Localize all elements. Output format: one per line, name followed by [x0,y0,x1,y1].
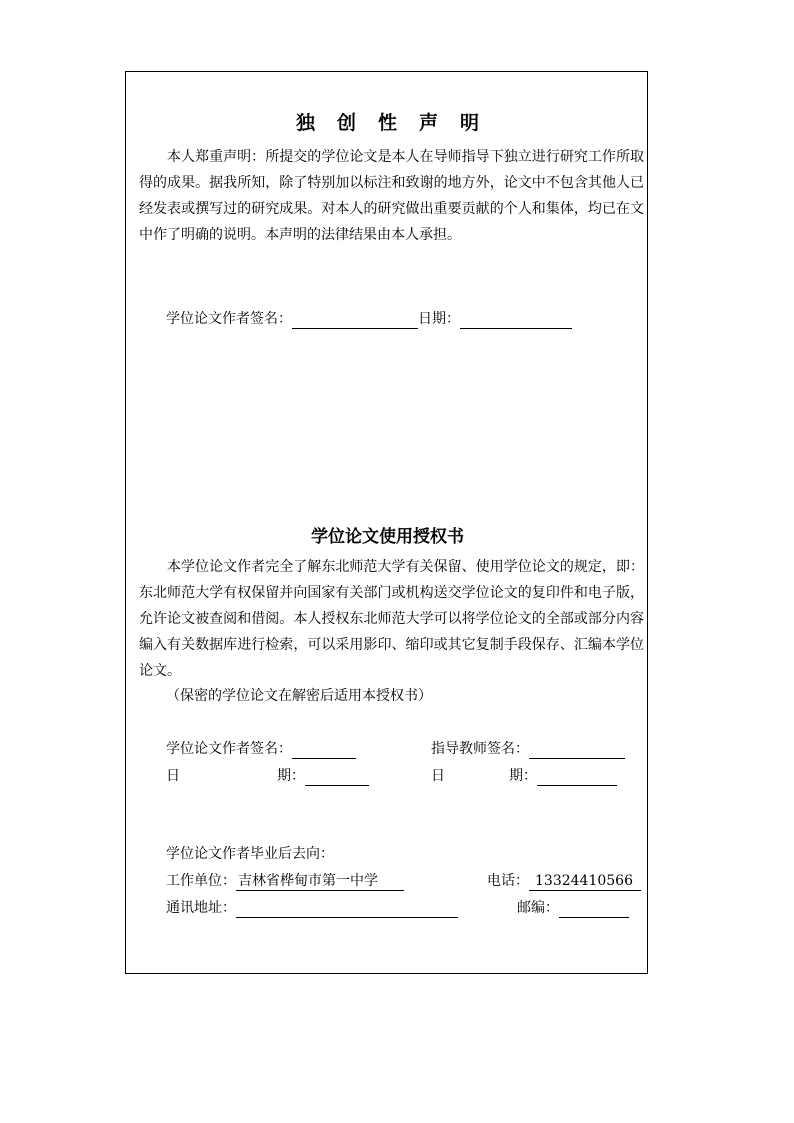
signature-line[interactable] [292,312,418,329]
advisor-signature-row [431,739,625,759]
form-frame [125,71,648,974]
advisor-signature-line[interactable] [529,742,625,759]
confidential-note: （保密的学位论文在解密后适用本授权书） [166,688,432,704]
author-date-char-1: 日 [166,768,180,784]
signature-label: 学位论文作者签名： [166,311,292,327]
work-unit-row [166,871,404,891]
authorization-title: 学位论文使用授权书 [311,527,464,547]
phone-row [487,871,641,891]
address-line[interactable] [236,901,458,918]
date-line[interactable] [460,312,572,329]
author-signature-label: 学位论文作者签名： [166,741,292,757]
advisor-date-line[interactable] [537,769,617,786]
advisor-signature-label: 指导教师签名： [431,741,529,757]
declaration-title: 独创性声明 [295,112,501,134]
postcode-line[interactable] [559,901,629,918]
declaration-signature-row [166,309,572,329]
address-row [166,898,458,918]
address-label: 通讯地址： [166,900,236,916]
author-signature-row [166,739,356,759]
postcode-label: 邮编： [517,900,559,916]
work-unit-label: 工作单位： [166,873,236,889]
authorization-body: 本学位论文作者完全了解东北师范大学有关保留、使用学位论文的规定，即：东北师范大学有权保留并向国家有关部门或机构送交学位论文的复印件和电子版，允许论文被查阅和借阅。本人授权东北师范大学可以将学位论文的全部或部分内容编入有关数据库进行检索，可以采用影印、缩印或其它复制手段保存、汇编本学位论文。 [139,559,644,679]
destination-label: 学位论文作者毕业后去向： [166,846,334,862]
date-label: 日期： [418,311,460,327]
author-date-char-2: 期： [277,768,305,784]
postcode-row [517,898,629,918]
phone-value[interactable]: 13324410566 [529,872,641,891]
advisor-date-row [431,766,617,786]
author-signature-line[interactable] [292,742,356,759]
phone-label: 电话： [487,873,529,889]
declaration-body: 本人郑重声明：所提交的学位论文是本人在导师指导下独立进行研究工作所取得的成果。据我所知，除了特别加以标注和致谢的地方外，论文中不包含其他人已经发表或撰写过的研究成果。对本人的研究做出重要贡献的个人和集体，均已在文中作了明确的说明。本声明的法律结果由本人承担。 [139,149,644,243]
advisor-date-char-1: 日 [431,768,445,784]
work-unit-value[interactable]: 吉林省桦甸市第一中学 [236,872,404,891]
advisor-date-char-2: 期： [509,768,537,784]
author-date-line[interactable] [305,769,369,786]
author-date-row [166,766,369,786]
